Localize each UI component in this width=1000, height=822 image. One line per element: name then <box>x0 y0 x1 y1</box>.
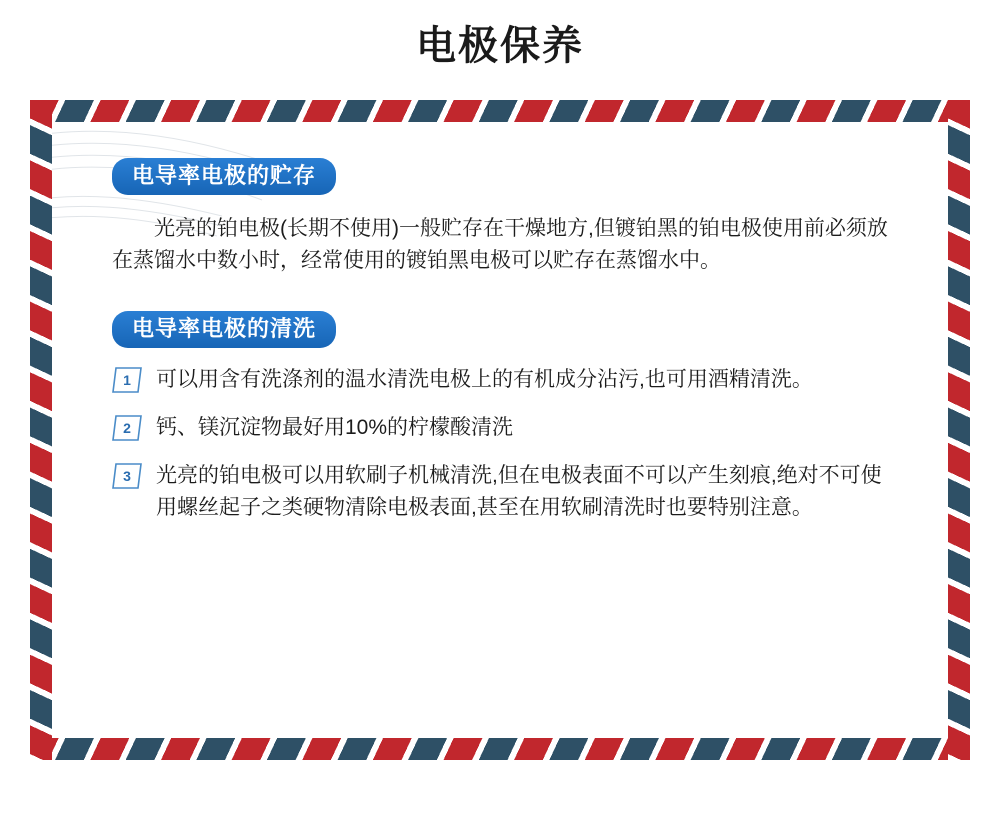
frame-edge-top <box>30 100 970 122</box>
page-title: 电极保养 <box>416 24 584 68</box>
list-item-text: 可以用含有洗涤剂的温水清洗电极上的有机成分沾污,也可用酒精清洗。 <box>156 368 813 392</box>
list-item <box>112 364 900 396</box>
section-paragraph: 光亮的铂电极(长期不使用)一般贮存在干燥地方,但镀铂黑的铂电极使用前必须放在蒸馏水中数小时，经常使用的镀铂黑电极可以贮存在蒸馏水中。 <box>112 217 888 273</box>
list-item <box>112 460 900 524</box>
list-item-number: 2 <box>123 420 131 437</box>
list-item-text: 钙、镁沉淀物最好用10%的柠檬酸清洗 <box>156 416 514 440</box>
cleaning-steps-list <box>112 364 900 524</box>
frame-edge-bottom <box>30 738 970 760</box>
envelope-frame <box>30 100 970 760</box>
frame-inner-panel <box>52 122 948 738</box>
frame-edge-right <box>948 100 970 760</box>
document-content <box>52 122 948 738</box>
list-item-text: 光亮的铂电极可以用软刷子机械清洗,但在电极表面不可以产生刻痕,绝对不可使用螺丝起子之类硬物清除电极表面,甚至在用软刷清洗时也要特别注意。 <box>156 464 882 520</box>
frame-edge-left <box>30 100 52 760</box>
number-badge-icon <box>112 463 142 489</box>
section-cleaning <box>112 311 900 524</box>
list-item-number: 3 <box>123 468 131 485</box>
list-item <box>112 412 900 444</box>
section-heading-badge: 电导率电极的贮存 <box>112 158 336 195</box>
section-heading-badge: 电导率电极的清洗 <box>112 311 336 348</box>
number-badge-icon <box>112 367 142 393</box>
list-item-number: 1 <box>123 372 131 389</box>
number-badge-icon <box>112 415 142 441</box>
section-storage <box>112 158 900 277</box>
